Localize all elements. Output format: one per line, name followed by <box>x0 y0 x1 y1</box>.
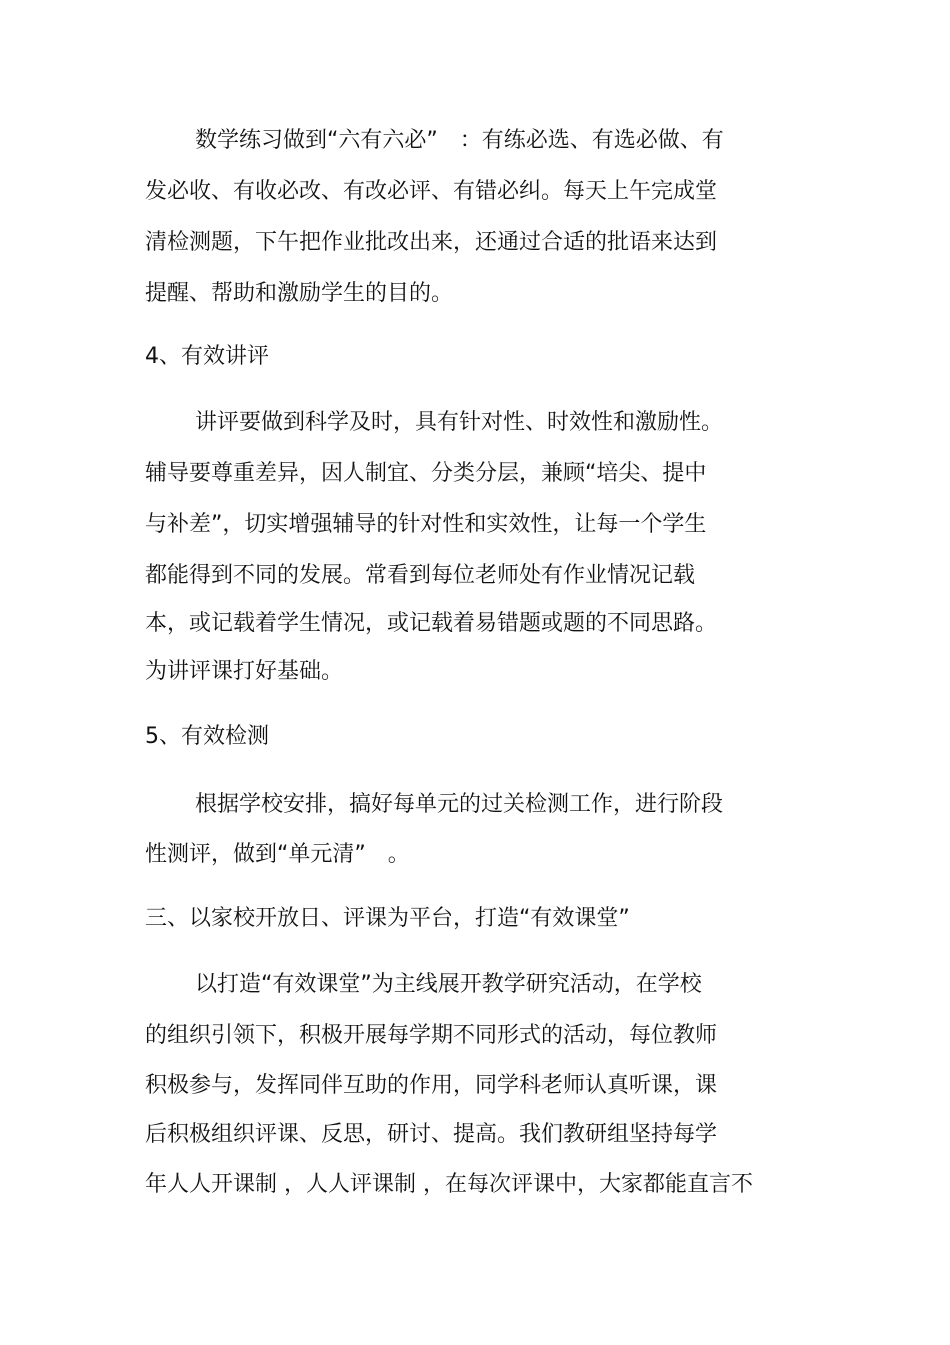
paragraph-4-line-1: 以打造“有效课堂”为主线展开教学研究活动，在学校 <box>195 972 702 997</box>
paragraph-1-line-1: 数学练习做到“六有六必” ：有练必选、有选必做、有 <box>195 128 724 153</box>
paragraph-1-line-3: 清检测题，下午把作业批改出来，还通过合适的批语来达到 <box>145 230 718 255</box>
paragraph-1-line-2: 发必收、有收必改、有改必评、有错必纠。每天上午完成堂 <box>145 179 718 204</box>
paragraph-3-line-1: 根据学校安排，搞好每单元的过关检测工作，进行阶段 <box>195 792 724 817</box>
paragraph-4-line-3: 积极参与，发挥同伴互助的作用，同学科老师认真听课，课 <box>145 1073 718 1098</box>
section-heading-4: 4、有效讲评 <box>145 344 269 369</box>
paragraph-4-line-4: 后积极组织评课、反思，研讨、提高。我们教研组坚持每学 <box>145 1122 718 1147</box>
paragraph-2-line-3: 与补差”，切实增强辅导的针对性和实效性，让每一个学生 <box>145 512 707 537</box>
paragraph-4-line-5: 年人人开课制 ，人人评课制 ，在每次评课中，大家都能直言不 <box>145 1172 753 1197</box>
paragraph-3-line-2: 性测评，做到“单元清” 。 <box>145 842 410 867</box>
paragraph-1-line-4: 提醒、帮助和激励学生的目的。 <box>145 281 454 306</box>
section-heading-3: 三、以家校开放日、评课为平台，打造“有效课堂” <box>145 906 630 931</box>
paragraph-2-line-5: 本，或记载着学生情况，或记载着易错题或题的不同思路。 <box>145 611 718 636</box>
paragraph-2-line-1: 讲评要做到科学及时，具有针对性、时效性和激励性。 <box>195 410 724 435</box>
paragraph-2-line-4: 都能得到不同的发展。常看到每位老师处有作业情况记载 <box>145 563 696 588</box>
paragraph-2-line-2: 辅导要尊重差异，因人制宜、分类分层，兼顾“培尖、提中 <box>145 461 707 486</box>
paragraph-4-line-2: 的组织引领下，积极开展每学期不同形式的活动，每位教师 <box>145 1023 718 1048</box>
section-heading-5: 5、有效检测 <box>145 724 269 749</box>
paragraph-2-line-6: 为讲评课打好基础。 <box>145 659 344 684</box>
